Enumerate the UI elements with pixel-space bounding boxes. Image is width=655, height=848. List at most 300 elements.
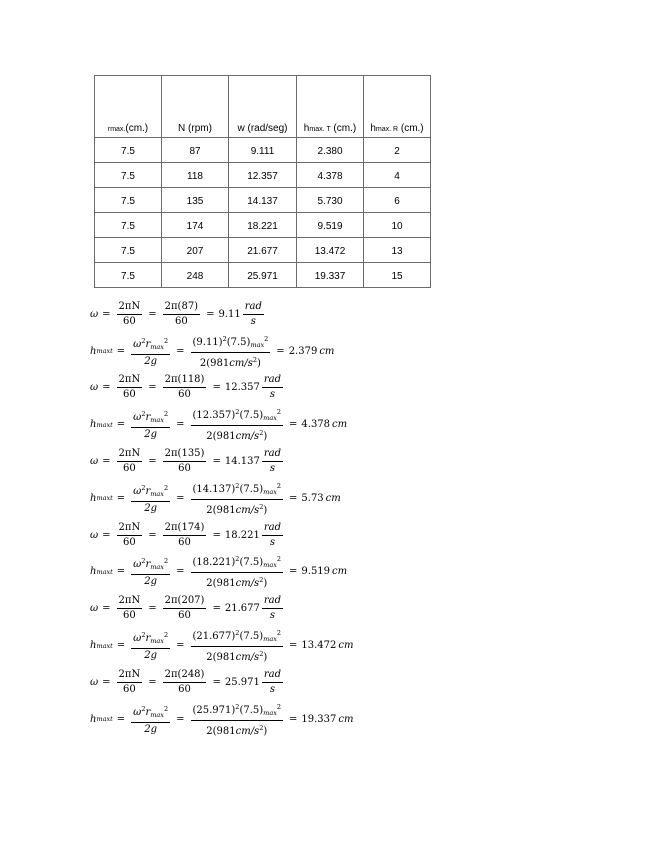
table-cell: 7.5	[95, 163, 162, 188]
table-cell: 2.380	[297, 138, 364, 163]
col-header-omega: w (rad/seg)	[229, 76, 297, 138]
table-cell: 14.137	[229, 188, 297, 213]
eq-text: s	[269, 463, 275, 475]
eq-text: 2	[276, 481, 282, 490]
table-cell: 9.111	[229, 138, 297, 163]
table-cell: 21.677	[229, 238, 297, 263]
equals-sign: =	[116, 345, 126, 357]
fraction-denominator	[121, 536, 138, 549]
equals-sign: =	[116, 492, 126, 504]
eq-text: 2g	[144, 576, 158, 588]
table-body	[95, 138, 431, 288]
eq-text: rad	[263, 521, 281, 533]
h-subscript: maxt	[96, 567, 113, 576]
eq-text: )	[263, 504, 268, 516]
fraction-denominator	[121, 609, 138, 622]
eq-text: 2πN	[118, 448, 141, 460]
equals-sign: =	[148, 382, 157, 394]
fraction-denominator	[121, 315, 138, 328]
eq-text: (7.5)	[239, 704, 264, 716]
fraction-numerator	[117, 522, 143, 536]
fraction-numerator	[131, 335, 170, 355]
fraction-numerator	[131, 703, 170, 723]
equals-sign: =	[206, 308, 215, 320]
eq-text: )	[263, 725, 268, 737]
height-equation	[90, 406, 354, 443]
eq-text: 2(981	[206, 652, 236, 664]
eq-text: max	[150, 416, 164, 425]
fraction-denominator	[204, 721, 269, 738]
fraction	[191, 627, 284, 664]
fraction-numerator	[131, 555, 170, 575]
table-cell: 13	[364, 238, 431, 263]
eq-text: cm/s	[235, 652, 260, 664]
eq-text: rad	[263, 668, 281, 680]
fraction	[131, 703, 170, 736]
fraction-numerator	[163, 522, 207, 536]
eq-text: rad	[244, 300, 262, 312]
h-result: 13.472	[301, 640, 337, 652]
unit-fraction	[262, 669, 283, 696]
eq-text: 2	[163, 557, 169, 566]
equals-sign: =	[102, 456, 111, 468]
fraction-numerator	[262, 448, 283, 462]
fraction-numerator	[163, 595, 207, 609]
eq-text: )	[256, 357, 261, 369]
equals-sign: =	[116, 640, 126, 652]
table-cell: 7.5	[95, 138, 162, 163]
eq-text: 2π(207)	[164, 595, 205, 607]
fraction-denominator	[268, 388, 277, 401]
fraction-numerator	[243, 301, 264, 315]
h-subscript: maxt	[96, 494, 113, 503]
omega-equation	[90, 296, 354, 333]
fraction	[131, 335, 170, 368]
col-header-hmax-r: hmax. R (cm.)	[364, 76, 431, 138]
height-equation	[90, 480, 354, 517]
equals-sign: =	[176, 492, 185, 504]
eq-text: 2	[141, 336, 146, 345]
fraction-numerator	[163, 448, 207, 462]
equals-sign: =	[212, 603, 221, 615]
fraction-denominator	[268, 536, 277, 549]
eq-text: 2	[141, 483, 146, 492]
eq-text: 60	[123, 536, 136, 548]
eq-text: max	[263, 635, 277, 644]
eq-text: 60	[178, 610, 191, 622]
equals-sign: =	[148, 603, 157, 615]
omega-result: 12.357	[224, 382, 260, 394]
equals-sign: =	[148, 676, 157, 688]
table-cell: 174	[162, 213, 229, 238]
fraction-numerator	[163, 301, 200, 315]
eq-text: )	[263, 578, 268, 590]
unit-fraction	[262, 374, 283, 401]
eq-text: r	[145, 559, 151, 571]
eq-text: )	[263, 431, 268, 443]
fraction-numerator	[163, 669, 207, 683]
h-result: 9.519	[301, 566, 331, 578]
omega-result: 14.137	[224, 456, 260, 468]
eq-text: r	[145, 338, 151, 350]
eq-text: 2(981	[206, 578, 236, 590]
eq-text: 60	[123, 463, 136, 475]
eq-text: (18.221)	[192, 557, 236, 569]
eq-text: 60	[123, 683, 136, 695]
fraction-denominator	[204, 500, 269, 517]
fraction	[131, 408, 170, 441]
eq-text: cm/s	[235, 431, 260, 443]
eq-text: 2	[259, 723, 264, 732]
fraction	[191, 553, 284, 590]
fraction-numerator	[117, 669, 143, 683]
eq-text: 60	[123, 315, 136, 327]
eq-text: 2π(174)	[164, 521, 205, 533]
omega-symbol: ω	[90, 676, 99, 688]
table-cell: 87	[162, 138, 229, 163]
fraction-numerator	[191, 406, 284, 426]
fraction	[131, 555, 170, 588]
col-header-rpm: N (rpm)	[162, 76, 229, 138]
fraction-denominator	[198, 353, 263, 370]
eq-text: 2g	[144, 502, 158, 514]
eq-text: max	[150, 563, 164, 572]
fraction	[117, 374, 143, 401]
eq-text: (7.5)	[239, 631, 264, 643]
col-header-hmax-t: hmax. T (cm.)	[297, 76, 364, 138]
eq-text: 2g	[144, 723, 158, 735]
eq-text: 2	[259, 502, 264, 511]
table-cell: 25.971	[229, 263, 297, 288]
eq-text: 2	[235, 702, 240, 711]
fraction-numerator	[131, 482, 170, 502]
equals-sign: =	[102, 529, 111, 541]
eq-text: max	[150, 637, 164, 646]
table-cell: 248	[162, 263, 229, 288]
eq-text: (12.357)	[192, 410, 236, 422]
eq-text: 2	[276, 629, 282, 638]
table-row	[95, 163, 431, 188]
fraction-numerator	[262, 669, 283, 683]
table-cell: 15	[364, 263, 431, 288]
fraction	[163, 301, 200, 328]
eq-text: r	[145, 485, 151, 497]
eq-text: (7.5)	[239, 483, 264, 495]
fraction-denominator	[121, 462, 138, 475]
omega-result: 9.11	[218, 308, 241, 320]
omega-equation	[90, 590, 354, 627]
table-cell: 13.472	[297, 238, 364, 263]
eq-text: 2π(135)	[164, 448, 205, 460]
eq-text: 2	[141, 704, 146, 713]
fraction-numerator	[163, 374, 207, 388]
eq-text: 2πN	[118, 521, 141, 533]
eq-text: ω	[133, 338, 142, 350]
fraction-numerator	[117, 448, 143, 462]
eq-text: 2	[276, 408, 282, 417]
eq-text: 2π(248)	[164, 668, 205, 680]
eq-text: 2	[264, 334, 269, 343]
fraction	[117, 522, 143, 549]
fraction-numerator	[262, 522, 283, 536]
fraction	[191, 480, 284, 517]
table-header-row	[95, 76, 431, 138]
eq-text: max	[263, 561, 277, 570]
h-subscript: maxt	[96, 347, 113, 356]
eq-text: 2	[141, 410, 146, 419]
equals-sign: =	[116, 566, 126, 578]
table-cell: 4	[364, 163, 431, 188]
fraction	[117, 669, 143, 696]
fraction-denominator	[204, 426, 269, 443]
h-result: 5.73	[301, 492, 324, 504]
eq-text: 60	[123, 389, 136, 401]
table-cell: 10	[364, 213, 431, 238]
eq-text: 2	[259, 650, 264, 659]
h-result: 2.379	[288, 345, 318, 357]
height-equation	[90, 333, 354, 370]
eq-text: s	[269, 536, 275, 548]
fraction-numerator	[131, 629, 170, 649]
omega-result: 25.971	[224, 676, 260, 688]
col-header-rmax: rmax.(cm.)	[95, 76, 162, 138]
fraction-denominator	[142, 428, 159, 441]
eq-text: s	[269, 683, 275, 695]
table-cell: 18.221	[229, 213, 297, 238]
eq-text: cm/s	[235, 504, 260, 516]
eq-text: 2g	[144, 650, 158, 662]
eq-text: 2	[235, 629, 240, 638]
equals-sign: =	[102, 382, 111, 394]
eq-text: 2(981	[199, 357, 230, 369]
omega-result: 21.677	[224, 603, 260, 615]
fraction-numerator	[191, 701, 284, 721]
eq-text: rad	[263, 448, 281, 460]
h-subscript: maxt	[96, 420, 113, 429]
h-result: 19.337	[301, 713, 337, 725]
fraction	[163, 522, 207, 549]
fraction	[163, 374, 207, 401]
height-equation	[90, 627, 354, 664]
eq-text: max	[150, 489, 164, 498]
eq-text: 2(981	[206, 431, 236, 443]
eq-text: 2πN	[118, 374, 141, 386]
fraction-denominator	[268, 462, 277, 475]
table-cell: 19.337	[297, 263, 364, 288]
fraction	[191, 333, 271, 370]
equals-sign: =	[212, 676, 221, 688]
omega-symbol: ω	[90, 308, 99, 320]
eq-text: (21.677)	[192, 631, 236, 643]
eq-text: 60	[178, 389, 191, 401]
fraction	[117, 595, 143, 622]
fraction-numerator	[191, 553, 284, 573]
eq-text: s	[269, 389, 275, 401]
eq-text: 2	[235, 481, 240, 490]
eq-text: ω	[133, 706, 142, 718]
fraction-numerator	[131, 408, 170, 428]
fraction-denominator	[142, 649, 159, 662]
eq-text: 2	[259, 429, 264, 438]
fraction-denominator	[176, 536, 193, 549]
fraction	[131, 482, 170, 515]
eq-text: 60	[123, 610, 136, 622]
table-cell: 6	[364, 188, 431, 213]
eq-text: 2	[276, 555, 282, 564]
fraction	[163, 595, 207, 622]
equals-sign: =	[102, 603, 111, 615]
h-symbol: h	[90, 640, 97, 652]
table-row	[95, 238, 431, 263]
equals-sign: =	[212, 382, 221, 394]
fraction	[117, 301, 143, 328]
equals-sign: =	[289, 492, 298, 504]
fraction-denominator	[121, 388, 138, 401]
fraction-denominator	[176, 683, 193, 696]
omega-symbol: ω	[90, 382, 99, 394]
eq-text: max	[263, 708, 277, 717]
eq-text: r	[145, 633, 151, 645]
equals-sign: =	[148, 308, 157, 320]
table-cell: 4.378	[297, 163, 364, 188]
height-equation	[90, 554, 354, 591]
eq-text: 2	[163, 336, 169, 345]
fraction-numerator	[117, 595, 143, 609]
omega-result: 18.221	[224, 529, 260, 541]
results-table	[94, 75, 431, 288]
equals-sign: =	[212, 456, 221, 468]
omega-symbol: ω	[90, 529, 99, 541]
equals-sign: =	[176, 640, 185, 652]
eq-text: 2πN	[118, 300, 141, 312]
equals-sign: =	[289, 566, 298, 578]
omega-equation	[90, 664, 354, 701]
eq-text: cm/s	[235, 578, 260, 590]
fraction-denominator	[121, 683, 138, 696]
equals-sign: =	[289, 640, 298, 652]
equals-sign: =	[276, 345, 285, 357]
equals-sign: =	[116, 713, 126, 725]
fraction-denominator	[204, 647, 269, 664]
eq-text: r	[145, 706, 151, 718]
eq-text: 2	[235, 408, 240, 417]
equals-sign: =	[289, 419, 298, 431]
table-row	[95, 263, 431, 288]
fraction-denominator	[249, 315, 258, 328]
h-unit: cm	[338, 640, 354, 652]
h-unit: cm	[332, 419, 348, 431]
h-unit: cm	[319, 345, 335, 357]
eq-text: 2	[252, 355, 257, 364]
h-unit: cm	[325, 492, 341, 504]
fraction-numerator	[262, 374, 283, 388]
table-cell: 9.519	[297, 213, 364, 238]
fraction-denominator	[204, 573, 269, 590]
eq-text: ω	[133, 559, 142, 571]
eq-text: 2	[163, 410, 169, 419]
eq-text: (7.5)	[226, 336, 251, 348]
table-cell: 207	[162, 238, 229, 263]
eq-text: 2	[141, 557, 146, 566]
eq-text: (25.971)	[192, 704, 236, 716]
fraction-denominator	[142, 723, 159, 736]
h-unit: cm	[338, 713, 354, 725]
equals-sign: =	[176, 713, 185, 725]
eq-text: 2πN	[118, 668, 141, 680]
eq-text: (7.5)	[239, 410, 264, 422]
omega-symbol: ω	[90, 603, 99, 615]
equals-sign: =	[102, 308, 111, 320]
equations-block	[90, 296, 354, 738]
eq-text: 2	[163, 704, 169, 713]
fraction-denominator	[142, 575, 159, 588]
eq-text: max	[150, 342, 164, 351]
h-result: 4.378	[301, 419, 331, 431]
eq-text: s	[269, 610, 275, 622]
equals-sign: =	[176, 345, 185, 357]
fraction-numerator	[191, 333, 271, 353]
eq-text: 2	[259, 576, 264, 585]
eq-text: cm/s	[235, 725, 260, 737]
table-row	[95, 213, 431, 238]
eq-text: ω	[133, 412, 142, 424]
table-cell: 7.5	[95, 263, 162, 288]
eq-text: 2g	[144, 355, 158, 367]
equals-sign: =	[116, 419, 126, 431]
unit-fraction	[262, 522, 283, 549]
h-unit: cm	[332, 566, 348, 578]
equals-sign: =	[102, 676, 111, 688]
table-row	[95, 138, 431, 163]
eq-text: (14.137)	[192, 483, 236, 495]
eq-text: max	[263, 487, 277, 496]
eq-text: 2	[163, 631, 169, 640]
unit-fraction	[262, 595, 283, 622]
fraction	[163, 669, 207, 696]
eq-text: 60	[178, 683, 191, 695]
eq-text: r	[145, 412, 151, 424]
eq-text: 2g	[144, 429, 158, 441]
height-equation	[90, 701, 354, 738]
table-row	[95, 188, 431, 213]
eq-text: rad	[263, 374, 281, 386]
equals-sign: =	[289, 713, 298, 725]
eq-text: 2(981	[206, 725, 236, 737]
eq-text: 2(981	[206, 504, 236, 516]
table-cell: 2	[364, 138, 431, 163]
fraction-denominator	[268, 609, 277, 622]
fraction-numerator	[117, 374, 143, 388]
table-cell: 12.357	[229, 163, 297, 188]
eq-text: cm/s	[229, 357, 253, 369]
h-symbol: h	[90, 492, 97, 504]
fraction	[191, 701, 284, 738]
eq-text: )	[263, 652, 268, 664]
eq-text: 2π(118)	[164, 374, 205, 386]
equals-sign: =	[176, 566, 185, 578]
table-cell: 7.5	[95, 188, 162, 213]
fraction-denominator	[173, 315, 190, 328]
fraction-denominator	[142, 502, 159, 515]
eq-text: 60	[178, 463, 191, 475]
fraction	[131, 629, 170, 662]
eq-text: 2πN	[118, 595, 141, 607]
eq-text: 2	[276, 702, 282, 711]
unit-fraction	[243, 301, 264, 328]
eq-text: 2	[235, 555, 240, 564]
omega-equation	[90, 517, 354, 554]
fraction	[117, 448, 143, 475]
